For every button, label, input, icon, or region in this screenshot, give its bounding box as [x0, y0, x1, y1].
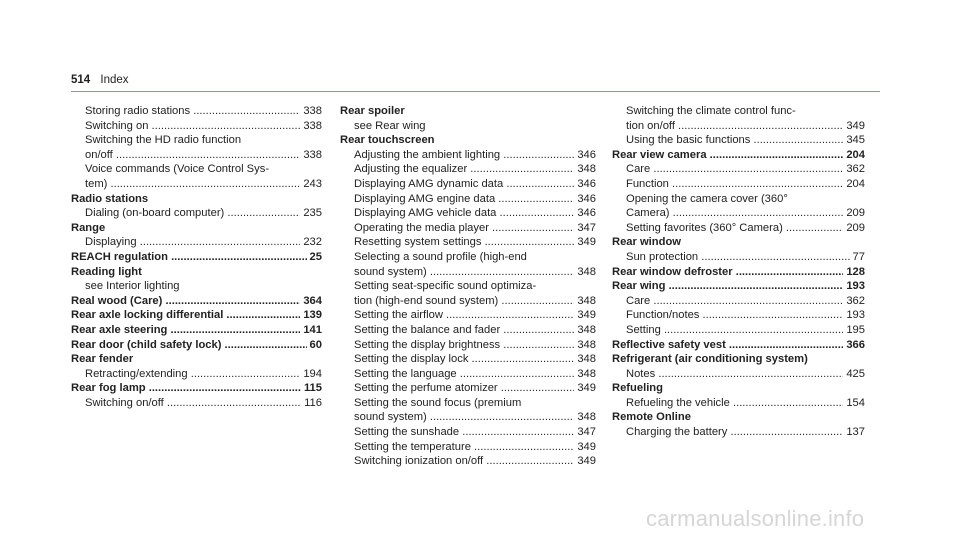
page-ref[interactable]: 141: [300, 323, 322, 338]
page-ref[interactable]: 209: [843, 206, 865, 221]
index-subentry: [340, 338, 596, 353]
entry-text: Adjusting the ambient lighting .....: [354, 148, 596, 163]
index-subentry: [612, 177, 865, 192]
index-subentry: [71, 133, 322, 148]
page-ref[interactable]: 347: [574, 221, 596, 236]
entry-text: Setting the airflow .....: [354, 308, 596, 323]
index-heading: [71, 221, 322, 236]
index-column-1: [71, 104, 322, 410]
header-rule: [71, 91, 880, 92]
page-ref[interactable]: 116: [301, 396, 322, 411]
page-ref[interactable]: 235: [300, 206, 322, 221]
index-heading: [340, 133, 596, 148]
index-heading: [71, 192, 322, 207]
page-ref[interactable]: 348: [574, 265, 596, 280]
page-ref[interactable]: 193: [843, 308, 865, 323]
page-ref[interactable]: 366: [843, 338, 865, 353]
index-subentry: [612, 192, 865, 207]
page-ref[interactable]: 195: [843, 323, 865, 338]
index-subentry: [340, 381, 596, 396]
index-subentry: [340, 454, 596, 469]
entry-text: Setting favorites (360° Camera) .....: [626, 221, 865, 236]
index-subentry: [612, 162, 865, 177]
index-subentry: [71, 177, 322, 192]
entry-text: Switching the climate control func-: [626, 105, 796, 117]
page-ref[interactable]: 204: [843, 177, 865, 192]
index-subentry: [340, 308, 596, 323]
index-subentry: [340, 396, 596, 411]
index-heading: [71, 338, 322, 353]
index-column-2: [340, 104, 596, 469]
index-subentry: [340, 265, 596, 280]
entry-text: Setting the language .....: [354, 367, 596, 382]
entry-text: Rear axle locking differential .....: [71, 308, 322, 323]
entry-text: Range: [71, 221, 106, 234]
page-ref[interactable]: 348: [574, 367, 596, 382]
entry-text: Rear window defroster .....: [612, 265, 865, 280]
index-subentry: [612, 250, 865, 265]
index-heading: [612, 352, 865, 367]
index-heading: [612, 381, 865, 396]
entry-text: Displaying AMG engine data .....: [354, 192, 596, 207]
index-subentry: [340, 323, 596, 338]
entry-text: Displaying AMG dynamic data .....: [354, 177, 596, 192]
entry-text: Rear window: [612, 236, 681, 249]
index-subentry: [612, 294, 865, 309]
index-subentry: [612, 308, 865, 323]
page-ref[interactable]: 425: [843, 367, 865, 382]
page-ref[interactable]: 349: [574, 381, 596, 396]
page-ref[interactable]: 347: [574, 425, 596, 440]
index-heading: [612, 279, 865, 294]
entry-text: Rear fender: [71, 353, 134, 366]
index-subentry: [612, 396, 865, 411]
index-heading: [71, 294, 322, 309]
index-subentry: [71, 148, 322, 163]
index-subentry: [340, 367, 596, 382]
page-ref[interactable]: 348: [574, 323, 596, 338]
entry-text: sound system) .....: [354, 265, 596, 280]
index-heading: [71, 323, 322, 338]
page-ref[interactable]: 60: [307, 338, 322, 353]
page-ref[interactable]: 25: [307, 250, 322, 265]
page-ref[interactable]: 346: [574, 148, 596, 163]
index-subentry: [340, 221, 596, 236]
page-ref[interactable]: 348: [574, 338, 596, 353]
index-subentry: [340, 162, 596, 177]
entry-text: Setting the balance and fader .....: [354, 323, 596, 338]
entry-text: tion (high-end sound system) .....: [354, 294, 596, 309]
index-subentry: [612, 133, 865, 148]
page-ref[interactable]: 349: [843, 119, 865, 134]
page-ref[interactable]: 194: [300, 367, 322, 382]
entry-text: see Rear wing: [354, 119, 426, 132]
entry-text: Reading light: [71, 265, 142, 278]
entry-text: Displaying AMG vehicle data .....: [354, 206, 596, 221]
entry-text: Care .....: [626, 162, 865, 177]
entry-text: Rear fog lamp .....: [71, 381, 322, 396]
entry-text: Operating the media player .....: [354, 221, 596, 236]
entry-text: REACH regulation .....: [71, 250, 322, 265]
index-heading: [71, 381, 322, 396]
index-subentry: [340, 425, 596, 440]
page-ref[interactable]: 232: [300, 235, 322, 250]
index-subentry: [71, 367, 322, 382]
page-number: 514: [71, 74, 91, 86]
entry-text: Switching on .....: [85, 119, 322, 134]
page-ref[interactable]: 349: [574, 440, 596, 455]
entry-text: Function/notes .....: [626, 308, 865, 323]
index-subentry: [340, 352, 596, 367]
page-ref[interactable]: 346: [574, 177, 596, 192]
index-subentry: [71, 279, 322, 294]
page-ref[interactable]: 139: [300, 308, 322, 323]
index-subentry: [340, 250, 596, 265]
entry-text: see Interior lighting: [85, 280, 180, 293]
entry-text: Dialing (on-board computer) .....: [85, 206, 322, 221]
page-ref[interactable]: 346: [574, 206, 596, 221]
index-subentry: [612, 367, 865, 382]
entry-text: Setting .....: [626, 323, 865, 338]
entry-text: on/off .....: [85, 148, 322, 163]
entry-text: Function .....: [626, 177, 865, 192]
entry-text: tem) .....: [85, 177, 322, 192]
index-subentry: [612, 221, 865, 236]
index-heading: [71, 265, 322, 280]
index-subentry: [71, 104, 322, 119]
page-ref[interactable]: 115: [301, 381, 322, 396]
page-ref[interactable]: 204: [843, 148, 865, 163]
entry-text: Selecting a sound profile (high-end: [354, 250, 527, 263]
entry-text: Displaying .....: [85, 235, 322, 250]
entry-text: Setting seat-specific sound optimiza-: [354, 280, 537, 293]
page-ref[interactable]: 345: [843, 133, 865, 148]
page-ref[interactable]: 362: [843, 294, 865, 309]
page-ref[interactable]: 364: [300, 294, 322, 309]
index-heading: [340, 104, 596, 119]
entry-text: Care .....: [626, 294, 865, 309]
entry-text: Rear view camera .....: [612, 148, 865, 163]
index-subentry: [612, 323, 865, 338]
entry-text: Resetting system settings .....: [354, 235, 596, 250]
entry-text: Switching ionization on/off .....: [354, 454, 596, 469]
index-subentry: [340, 235, 596, 250]
index-subentry: [340, 177, 596, 192]
entry-text: Setting the sunshade .....: [354, 425, 596, 440]
entry-text: tion on/off .....: [626, 119, 865, 134]
page-ref[interactable]: 128: [843, 265, 865, 280]
index-heading: [612, 235, 865, 250]
entry-text: Setting the display lock .....: [354, 352, 596, 367]
entry-text: Rear axle steering .....: [71, 323, 322, 338]
entry-text: Sun protection .....: [626, 250, 865, 265]
page-ref[interactable]: 348: [574, 352, 596, 367]
page-ref[interactable]: 338: [300, 119, 322, 134]
index-heading: [612, 410, 865, 425]
entry-text: Notes .....: [626, 367, 865, 382]
entry-text: Storing radio stations .....: [85, 104, 322, 119]
index-subentry: [340, 440, 596, 455]
page-ref[interactable]: 338: [300, 148, 322, 163]
page-ref[interactable]: 243: [300, 177, 322, 192]
page-ref[interactable]: 209: [843, 221, 865, 236]
entry-text: Refueling the vehicle .....: [626, 396, 865, 411]
entry-text: Real wood (Care) .....: [71, 294, 322, 309]
index-subentry: [71, 396, 322, 411]
entry-text: Rear touchscreen: [340, 134, 435, 147]
page-ref[interactable]: 362: [843, 162, 865, 177]
index-subentry: [340, 279, 596, 294]
page-ref[interactable]: 77: [850, 250, 865, 265]
page-ref[interactable]: 349: [574, 235, 596, 250]
entry-text: Switching the HD radio function: [85, 134, 242, 147]
page-ref[interactable]: 154: [843, 396, 865, 411]
entry-text: Rear spoiler: [340, 105, 405, 117]
page-ref[interactable]: 348: [574, 410, 596, 425]
page-ref[interactable]: 338: [300, 104, 322, 119]
index-subentry: [340, 410, 596, 425]
index-subentry: [340, 148, 596, 163]
page-ref[interactable]: 349: [574, 308, 596, 323]
index-subentry: [612, 119, 865, 134]
entry-text: Setting the perfume atomizer .....: [354, 381, 596, 396]
entry-text: Setting the sound focus (premium: [354, 396, 522, 409]
page-ref[interactable]: 348: [574, 162, 596, 177]
index-subentry: [340, 206, 596, 221]
index-subentry: [612, 206, 865, 221]
index-heading: [612, 265, 865, 280]
page-header: [71, 74, 129, 86]
index-subentry: [71, 119, 322, 134]
index-subentry: [340, 119, 596, 134]
watermark: carmanualsonline.info: [646, 506, 865, 531]
index-subentry: [612, 104, 865, 119]
entry-text: Camera) .....: [626, 206, 865, 221]
entry-text: Opening the camera cover (360°: [626, 192, 788, 205]
index-heading: [71, 352, 322, 367]
index-heading: [612, 148, 865, 163]
index-subentry: [71, 235, 322, 250]
index-subentry: [340, 294, 596, 309]
index-subentry: [71, 206, 322, 221]
entry-text: Charging the battery .....: [626, 425, 865, 440]
entry-text: Radio stations: [71, 192, 149, 205]
section-title: Index: [100, 74, 129, 86]
page-ref[interactable]: 193: [843, 279, 865, 294]
page-ref[interactable]: 137: [843, 425, 865, 440]
page-ref[interactable]: 349: [574, 454, 596, 469]
entry-text: Refueling: [612, 382, 663, 395]
entry-text: Setting the display brightness .....: [354, 338, 596, 353]
entry-text: sound system) .....: [354, 410, 596, 425]
entry-text: Refrigerant (air conditioning system): [612, 353, 808, 366]
entry-text: Rear door (child safety lock) .....: [71, 338, 322, 353]
index-column-3: [612, 104, 865, 440]
entry-text: Adjusting the equalizer .....: [354, 162, 596, 177]
entry-text: Switching on/off .....: [85, 396, 322, 411]
index-heading: [612, 338, 865, 353]
entry-text: Reflective safety vest .....: [612, 338, 865, 353]
index-subentry: [612, 425, 865, 440]
entry-text: Voice commands (Voice Control Sys-: [85, 163, 270, 176]
page-ref[interactable]: 348: [574, 294, 596, 309]
entry-text: Rear wing .....: [612, 279, 865, 294]
index-heading: [71, 250, 322, 265]
entry-text: Retracting/extending .....: [85, 367, 322, 382]
entry-text: Using the basic functions .....: [626, 133, 865, 148]
index-subentry: [340, 192, 596, 207]
entry-text: Remote Online: [612, 411, 691, 424]
entry-text: Setting the temperature .....: [354, 440, 596, 455]
index-heading: [71, 308, 322, 323]
index-subentry: [71, 162, 322, 177]
page-ref[interactable]: 346: [574, 192, 596, 207]
